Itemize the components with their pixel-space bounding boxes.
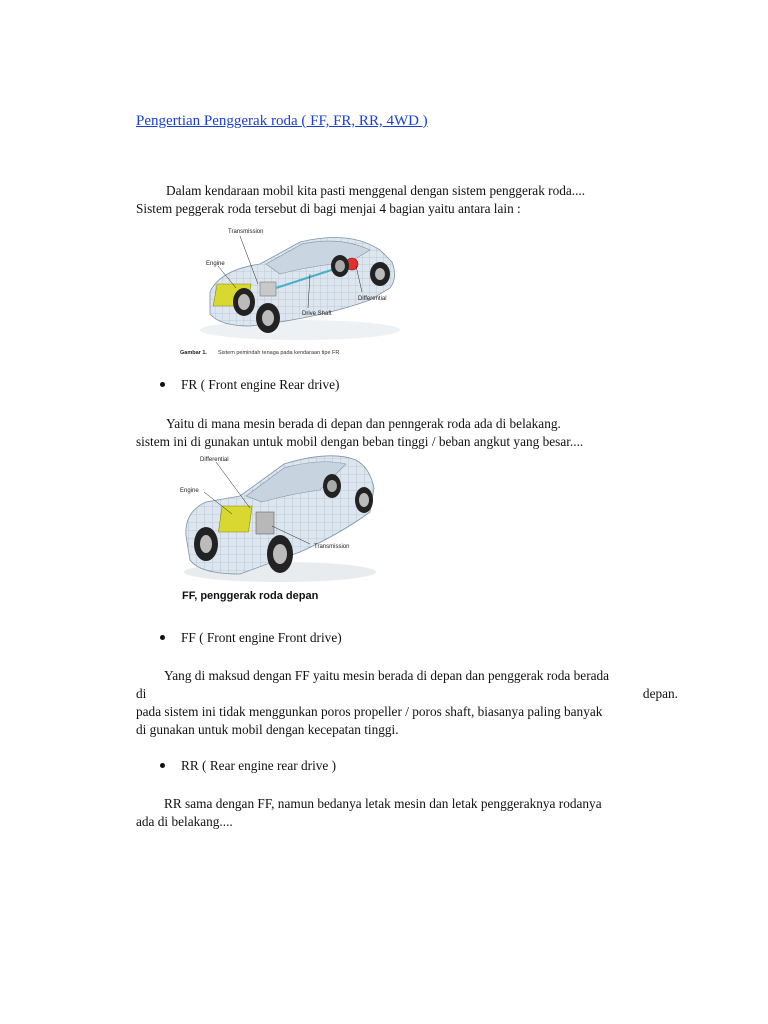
label-differential: Differential — [358, 296, 387, 302]
intro-paragraph — [136, 182, 678, 218]
intro-line-1: Dalam kendaraan mobil kita pasti menggenal dengan sistem penggerak roda.... — [166, 183, 586, 198]
figure1-caption-label: Gambar 1. — [180, 350, 207, 356]
fr-line-2: sistem ini di gunakan untuk mobil dengan beban tinggi / beban angkut yang besar.... — [136, 434, 584, 449]
fr-paragraph — [136, 415, 678, 451]
label-transmission: Transmission — [228, 229, 264, 235]
bullet-rr: RR ( Rear engine rear drive ) — [160, 757, 336, 775]
ff-line-3: pada sistem ini tidak menggunkan poros propeller / poros shaft, biasanya paling banyak — [136, 704, 603, 719]
fr-car-diagram — [180, 222, 416, 360]
ff-car-diagram — [180, 450, 380, 608]
ff-paragraph — [136, 667, 678, 739]
page-title-link[interactable]: Pengertian Penggerak roda ( FF, FR, RR, 4WD ) — [136, 113, 428, 129]
label-transmission-ff: Transmission — [314, 544, 350, 550]
bullet-dot-icon — [160, 382, 165, 387]
ff-line-2: di depan. — [136, 686, 678, 701]
rr-line-2: ada di belakang.... — [136, 814, 233, 829]
ff-line-1: Yang di maksud dengan FF yaitu mesin berada di depan dan penggerak roda berada — [164, 668, 610, 683]
figure1-caption-text: Sistem pemindah tenaga pada kendaraan tipe FR — [218, 350, 340, 356]
rr-paragraph — [136, 795, 678, 831]
bullet-fr: FR ( Front engine Rear drive) — [160, 376, 339, 394]
label-engine-ff: Engine — [180, 488, 199, 494]
figure2-caption: FF, penggerak roda depan — [182, 590, 319, 602]
engine-block-ff — [218, 506, 252, 532]
label-drive-shaft: Drive Shaft — [302, 311, 332, 317]
intro-line-2: Sistem peggerak roda tersebut di bagi menjai 4 bagian yaitu antara lain : — [136, 201, 521, 216]
ff-line-4: di gunakan untuk mobil dengan kecepatan tinggi. — [136, 722, 399, 737]
fr-line-1: Yaitu di mana mesin berada di depan dan penngerak roda ada di belakang. — [166, 416, 561, 431]
bullet-dot-icon — [160, 635, 165, 640]
bullet-ff: FF ( Front engine Front drive) — [160, 629, 342, 647]
label-engine: Engine — [206, 261, 225, 267]
bullet-dot-icon — [160, 763, 165, 768]
label-differential-ff: Differential — [200, 457, 229, 463]
rr-line-1: RR sama dengan FF, namun bedanya letak mesin dan letak penggeraknya rodanya — [164, 796, 602, 811]
